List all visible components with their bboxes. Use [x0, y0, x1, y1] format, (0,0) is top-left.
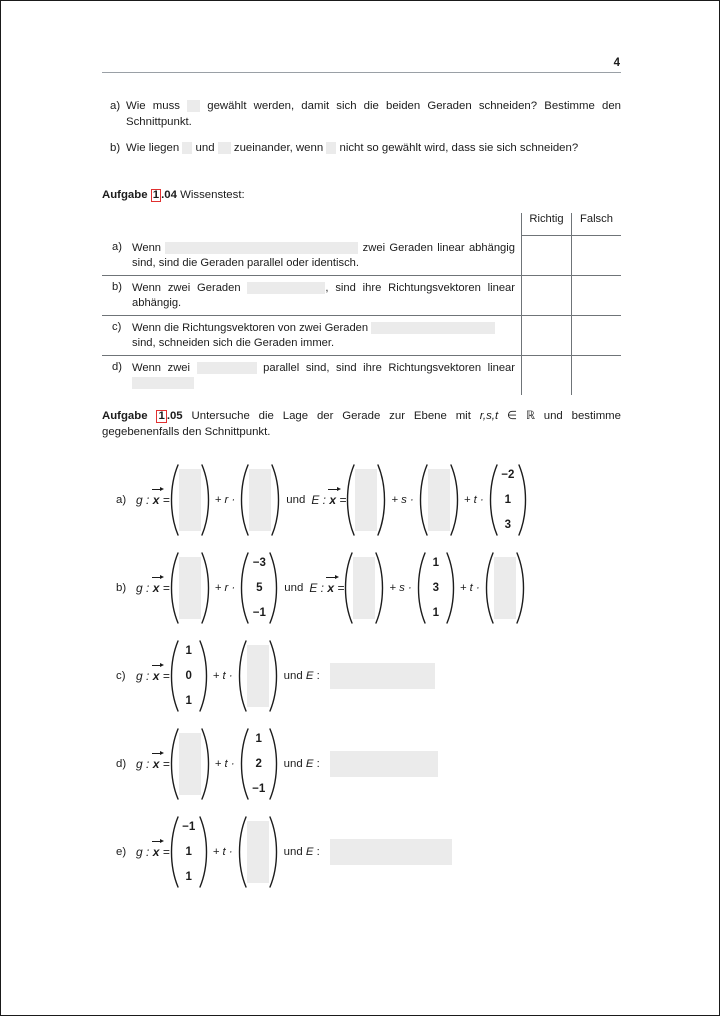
x-vector-symbol: x — [153, 845, 160, 859]
equation-row — [102, 632, 621, 720]
vector-component: 2 — [255, 758, 262, 770]
row-falsch-checkbox-cell[interactable] — [572, 315, 622, 355]
row-marker: a) — [102, 236, 132, 276]
row-richtig-checkbox-cell[interactable] — [522, 315, 572, 355]
paren-right-icon — [518, 463, 527, 537]
plane-support-vector-redaction — [353, 557, 375, 619]
vector-component: 0 — [185, 670, 192, 682]
equals-sign: = — [336, 493, 347, 507]
paren-right-icon — [269, 815, 278, 889]
equation-marker: e) — [116, 846, 127, 858]
header-rule — [102, 72, 621, 73]
paren-right-icon — [269, 639, 278, 713]
paren-right-icon — [199, 815, 208, 889]
equals-sign: = — [159, 845, 170, 859]
row-marker: c) — [102, 315, 132, 355]
paren-left-icon — [170, 463, 179, 537]
equation-marker: b) — [116, 582, 127, 594]
vector-arrow-icon — [160, 663, 164, 667]
statement-text: Wenn zwei Geraden — [132, 281, 248, 294]
plane-span-vector-1 — [417, 551, 455, 625]
line-direction-vector — [240, 551, 278, 625]
equation-marker: a) — [116, 494, 127, 506]
question-item — [102, 140, 621, 156]
question-text — [126, 98, 621, 130]
plane-span-vector-1-redaction — [428, 469, 450, 531]
table-row — [102, 315, 621, 355]
plane-span-vector-2 — [485, 551, 525, 625]
paren-left-icon — [417, 551, 426, 625]
plane-support-vector — [346, 463, 386, 537]
paren-left-icon — [170, 727, 179, 801]
question-redaction — [326, 142, 336, 154]
equation-object-label: g : — [136, 581, 153, 595]
question-text — [126, 140, 621, 156]
x-vector-symbol: x — [329, 493, 336, 507]
operator: + r · — [214, 494, 236, 506]
line-support-vector — [170, 639, 208, 713]
statement-redaction — [132, 377, 194, 389]
vector-component: −1 — [252, 783, 266, 795]
equals-sign: = — [159, 493, 170, 507]
equation-marker: d) — [116, 758, 127, 770]
vector-component: −1 — [182, 821, 196, 833]
line-direction-vector-redaction — [247, 645, 269, 707]
aufgabe-104-heading — [102, 187, 621, 203]
vector-arrow-icon — [160, 839, 164, 843]
vector-arrow-icon — [160, 487, 164, 491]
row-statement — [132, 275, 522, 315]
equation-marker: c) — [116, 670, 126, 682]
paren-left-icon — [170, 551, 179, 625]
table-header-row — [102, 213, 621, 236]
operator: + t · — [463, 494, 484, 506]
vector-component: 1 — [255, 733, 262, 745]
row-statement — [132, 315, 522, 355]
table-row — [102, 275, 621, 315]
aufgabe-104-title: Wissenstest: — [180, 189, 245, 201]
vector-component: 1 — [432, 557, 440, 569]
paren-right-icon — [271, 463, 280, 537]
aufgabe-105-heading — [102, 408, 621, 440]
equation-object-label: g : — [136, 757, 153, 771]
plane-span-vector-2-redaction — [494, 557, 516, 619]
row-statement — [132, 355, 522, 395]
aufgabe-105-text-after: und bestimme gegebenenfalls den Schnittpunkt. — [102, 410, 622, 438]
conjunction-und: und — [284, 582, 304, 594]
equation-lhs — [311, 493, 346, 507]
vector-component: 1 — [185, 645, 192, 657]
wissenstest-table — [102, 213, 621, 395]
equals-sign: = — [159, 757, 170, 771]
equation-lhs — [309, 581, 344, 595]
x-vector-symbol: x — [153, 581, 160, 595]
paren-right-icon — [201, 463, 210, 537]
row-falsch-checkbox-cell[interactable] — [572, 275, 622, 315]
conjunction-und-plane: und E : — [283, 846, 320, 858]
question-text: gewählt werden, damit sich die beiden Geraden schneiden? Bestimme den Schnittpunkt. — [126, 100, 621, 128]
vector-arrow-icon — [160, 751, 164, 755]
line-support-vector — [170, 463, 210, 537]
vector-component: −3 — [252, 557, 266, 569]
reals-symbol: ℝ — [525, 410, 535, 422]
question-redaction — [218, 142, 231, 154]
equation-lhs — [136, 581, 170, 595]
vector-component: 1 — [432, 607, 440, 619]
element-of-symbol: ∈ — [507, 410, 517, 422]
line-direction-vector — [240, 727, 278, 801]
table-row — [102, 236, 621, 276]
line-support-vector-redaction — [179, 733, 201, 795]
aufgabe-105-boxed-number: 1 — [158, 410, 165, 422]
line-direction-vector — [238, 815, 278, 889]
paren-right-icon — [516, 551, 525, 625]
plane-span-vector-1-components — [426, 557, 446, 619]
statement-text: , sind ihre Richtungsvektoren linear abhängig. — [132, 281, 515, 309]
statement-text: sind, schneiden sich die Geraden immer. — [132, 336, 335, 349]
paren-left-icon — [485, 551, 494, 625]
paren-left-icon — [238, 639, 247, 713]
equation-row — [102, 720, 621, 808]
vector-component: −1 — [252, 607, 266, 619]
question-text: und — [192, 142, 218, 154]
equals-sign: = — [159, 669, 170, 683]
statement-redaction — [197, 362, 257, 374]
paren-left-icon — [170, 815, 179, 889]
vector-component: 1 — [504, 494, 511, 506]
line-support-vector-redaction — [179, 469, 201, 531]
x-vector-symbol: x — [327, 581, 334, 595]
row-statement — [132, 236, 522, 276]
equation-lhs — [136, 669, 170, 683]
equation-object-label: g : — [136, 493, 153, 507]
paren-right-icon — [201, 551, 210, 625]
conjunction-und: und — [286, 494, 306, 506]
operator: + t · — [214, 758, 235, 770]
vector-arrow-icon — [337, 487, 341, 491]
question-redaction — [187, 100, 200, 112]
vector-component: 3 — [504, 519, 511, 531]
row-falsch-checkbox-cell[interactable] — [572, 236, 622, 276]
paren-left-icon — [419, 463, 428, 537]
line-direction-vector-redaction — [249, 469, 271, 531]
question-text: nicht so gewählt wird, dass sie sich schneiden? — [336, 142, 579, 154]
x-vector-symbol: x — [153, 757, 160, 771]
operator: + s · — [391, 494, 414, 506]
paren-right-icon — [201, 727, 210, 801]
paren-right-icon — [199, 639, 208, 713]
statement-text: zwei Geraden linear abhängig sind, sind die Geraden parallel oder identisch. — [132, 241, 515, 269]
question-text: zueinander, wenn — [230, 142, 327, 154]
line-direction-vector — [238, 639, 278, 713]
line-direction-vector-redaction — [247, 821, 269, 883]
vector-component: −2 — [501, 469, 515, 481]
equation-object-label: g : — [136, 845, 153, 859]
vector-component: 3 — [432, 582, 440, 594]
paren-right-icon — [377, 463, 386, 537]
statement-text: parallel sind, sind ihre Richtungsvektoren linear — [256, 361, 515, 374]
aufgabe-105-label: Aufgabe — [102, 410, 148, 422]
statement-text: Wenn zwei — [132, 361, 197, 374]
equation-object-label: E : — [311, 493, 330, 507]
line-direction-vector-components — [249, 557, 269, 619]
line-support-vector — [170, 727, 210, 801]
line-support-vector-redaction — [179, 557, 201, 619]
plane-span-vector-2-components — [498, 469, 518, 531]
header-blank-statement — [132, 213, 522, 236]
operator: + t · — [212, 670, 233, 682]
paren-right-icon — [269, 551, 278, 625]
plane-support-vector-redaction — [355, 469, 377, 531]
vector-component: 1 — [185, 695, 192, 707]
aufgabe-105-number-rest: .05 — [166, 410, 183, 422]
equation-list — [102, 456, 621, 896]
paren-left-icon — [489, 463, 498, 537]
operator: + r · — [214, 582, 236, 594]
equation-row — [102, 456, 621, 544]
question-item — [102, 98, 621, 130]
aufgabe-104-boxed-number: 1 — [152, 189, 160, 201]
wissenstest-table-head — [102, 213, 621, 236]
paren-left-icon — [240, 463, 249, 537]
statement-text: Wenn — [132, 241, 166, 254]
line-support-vector — [170, 551, 210, 625]
question-redaction — [182, 142, 192, 154]
x-vector-symbol: x — [153, 669, 160, 683]
row-richtig-checkbox-cell[interactable] — [522, 236, 572, 276]
paren-left-icon — [240, 551, 249, 625]
statement-redaction — [371, 322, 495, 334]
page-header — [102, 56, 621, 73]
aufgabe-104-number-rest: .04 — [161, 189, 177, 201]
operator: + s · — [389, 582, 412, 594]
paren-right-icon — [269, 727, 278, 801]
statement-text: Wenn die Richtungsvektoren von zwei Geraden — [132, 321, 372, 334]
line-support-vector — [170, 815, 208, 889]
plane-support-vector — [344, 551, 384, 625]
question-marker: a) — [110, 100, 121, 112]
conjunction-und-plane: und E : — [283, 670, 320, 682]
header-falsch: Falsch — [572, 213, 622, 236]
equation-row — [102, 808, 621, 896]
row-richtig-checkbox-cell[interactable] — [522, 275, 572, 315]
wissenstest-table-body — [102, 236, 621, 395]
vector-component: 1 — [185, 871, 192, 883]
x-vector-symbol: x — [153, 493, 160, 507]
header-richtig: Richtig — [522, 213, 572, 236]
page-number: 4 — [613, 57, 620, 69]
plane-equation-redaction — [330, 839, 452, 865]
paren-left-icon — [170, 639, 179, 713]
equals-sign: = — [159, 581, 170, 595]
row-falsch-checkbox-cell[interactable] — [572, 355, 622, 395]
paren-left-icon — [238, 815, 247, 889]
row-richtig-checkbox-cell[interactable] — [522, 355, 572, 395]
paren-right-icon — [375, 551, 384, 625]
aufgabe-104-label: Aufgabe — [102, 189, 148, 201]
equation-lhs — [136, 845, 170, 859]
row-marker: b) — [102, 275, 132, 315]
vector-component: 5 — [256, 582, 263, 594]
plane-span-vector-2 — [489, 463, 527, 537]
equation-lhs — [136, 757, 170, 771]
line-support-vector-components — [179, 821, 199, 883]
operator: + t · — [212, 846, 233, 858]
line-direction-vector-components — [249, 733, 269, 795]
line-support-vector-components — [179, 645, 199, 707]
vector-arrow-icon — [160, 575, 164, 579]
paren-left-icon — [344, 551, 353, 625]
equation-object-label: g : — [136, 669, 153, 683]
table-row — [102, 355, 621, 395]
plane-equation-redaction — [330, 663, 435, 689]
paren-right-icon — [446, 551, 455, 625]
operator: + t · — [459, 582, 480, 594]
question-marker: b) — [110, 142, 121, 154]
plane-span-vector-1 — [419, 463, 459, 537]
vector-component: 1 — [185, 846, 192, 858]
line-direction-vector — [240, 463, 280, 537]
question-text: Wie muss — [126, 100, 188, 112]
question-list — [102, 98, 621, 166]
statement-redaction — [247, 282, 325, 294]
header-blank-mark — [102, 213, 132, 236]
conjunction-und-plane: und E : — [283, 758, 320, 770]
equation-row — [102, 544, 621, 632]
paren-right-icon — [450, 463, 459, 537]
question-text: Wie liegen — [126, 142, 183, 154]
statement-redaction — [165, 242, 358, 254]
aufgabe-105-vars: r,s,t — [479, 410, 499, 422]
equals-sign: = — [334, 581, 345, 595]
aufgabe-105-text-before: Untersuche die Lage der Gerade zur Ebene mit — [191, 410, 480, 422]
vector-arrow-icon — [335, 575, 339, 579]
paren-left-icon — [346, 463, 355, 537]
equation-lhs — [136, 493, 170, 507]
plane-equation-redaction — [330, 751, 438, 777]
paren-left-icon — [240, 727, 249, 801]
equation-object-label: E : — [309, 581, 328, 595]
row-marker: d) — [112, 360, 122, 373]
